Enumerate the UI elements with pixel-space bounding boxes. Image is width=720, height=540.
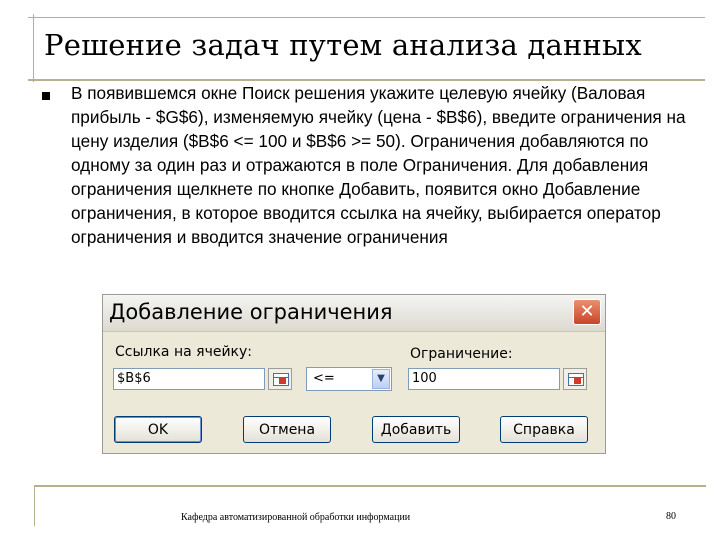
dialog-titlebar <box>103 295 605 332</box>
footer-side-rule <box>34 486 35 526</box>
range-select-arrow-icon <box>279 377 286 384</box>
cancel-button[interactable]: Отмена <box>243 416 331 443</box>
chevron-down-icon[interactable]: ▼ <box>372 369 390 389</box>
help-button[interactable]: Справка <box>500 416 588 443</box>
cell-ref-picker-button[interactable] <box>268 368 292 390</box>
add-button[interactable]: Добавить <box>372 416 460 443</box>
constraint-picker-button[interactable] <box>563 368 587 390</box>
footer-text: Кафедра автоматизированной обработки информации <box>181 512 411 523</box>
title-side-rule <box>33 14 34 82</box>
cell-ref-input[interactable]: $B$6 <box>113 368 265 390</box>
operator-value: <= <box>313 371 335 386</box>
operator-select[interactable] <box>306 367 392 391</box>
footer-rule <box>34 485 706 487</box>
constraint-input[interactable]: 100 <box>408 368 560 390</box>
slide-title: Решение задач путем анализа данных <box>44 28 642 62</box>
cell-ref-label: Ссылка на ячейку: <box>115 344 253 360</box>
dialog-title: Добавление ограничения <box>109 300 393 324</box>
range-select-arrow-icon <box>574 377 581 384</box>
close-icon: ✕ <box>579 301 595 322</box>
constraint-label: Ограничение: <box>410 346 513 362</box>
bullet-icon <box>42 92 50 100</box>
close-button[interactable] <box>573 299 601 325</box>
slide-body-text: В появившемся окне Поиск решения укажите целевую ячейку (Валовая прибыль - $G$6), изменяемую ячейку (цена - $B$6), введите ограничения на цену изделия ($B$6 <= 100 и $B$6 >= 50). Ограничения добавляются по одному за один раз и отражаются в поле Ограничения. Для добавления ограничения щелкнете по кнопке Добавить, появится окно Добавление ограничения, в которое вводится ссылка на ячейку, выбирается оператор ограничения и вводится значение ограничения <box>71 83 686 247</box>
ok-button[interactable]: OK <box>114 416 202 443</box>
page-number: 80 <box>666 511 676 522</box>
top-rule <box>28 17 705 18</box>
